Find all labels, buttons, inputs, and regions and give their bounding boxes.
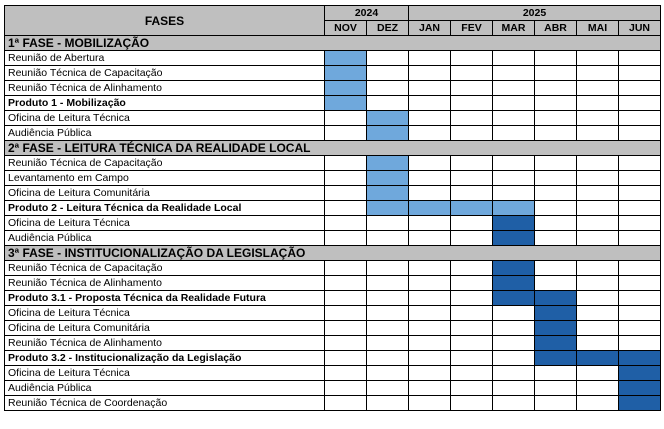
task-label: Reunião Técnica de Capacitação [5, 261, 325, 276]
empty-cell [577, 366, 619, 381]
empty-cell [325, 201, 367, 216]
empty-cell [577, 276, 619, 291]
empty-cell [535, 201, 577, 216]
month-header-mar: MAR [493, 21, 535, 36]
empty-cell [535, 186, 577, 201]
empty-cell [619, 81, 661, 96]
month-header-dez: DEZ [367, 21, 409, 36]
empty-cell [577, 261, 619, 276]
empty-cell [577, 201, 619, 216]
empty-cell [577, 216, 619, 231]
empty-cell [619, 321, 661, 336]
empty-cell [409, 111, 451, 126]
task-row [5, 306, 661, 321]
task-label: Oficina de Leitura Técnica [5, 306, 325, 321]
empty-cell [451, 261, 493, 276]
scheduled-cell-abr [535, 351, 577, 366]
task-label: Audiência Pública [5, 381, 325, 396]
empty-cell [325, 171, 367, 186]
empty-cell [325, 351, 367, 366]
empty-cell [367, 51, 409, 66]
empty-cell [619, 171, 661, 186]
month-header-abr: ABR [535, 21, 577, 36]
month-header-nov: NOV [325, 21, 367, 36]
empty-cell [367, 216, 409, 231]
empty-cell [493, 156, 535, 171]
empty-cell [493, 96, 535, 111]
empty-cell [409, 216, 451, 231]
empty-cell [535, 126, 577, 141]
empty-cell [535, 231, 577, 246]
empty-cell [619, 51, 661, 66]
empty-cell [451, 216, 493, 231]
task-row [5, 171, 661, 186]
empty-cell [577, 306, 619, 321]
empty-cell [409, 336, 451, 351]
phase-title: 3ª FASE - INSTITUCIONALIZAÇÃO DA LEGISLAÇÃO [5, 246, 661, 261]
empty-cell [493, 306, 535, 321]
empty-cell [577, 321, 619, 336]
empty-cell [325, 321, 367, 336]
empty-cell [367, 276, 409, 291]
task-row [5, 381, 661, 396]
empty-cell [367, 321, 409, 336]
task-row [5, 396, 661, 411]
empty-cell [451, 276, 493, 291]
empty-cell [409, 156, 451, 171]
empty-cell [619, 156, 661, 171]
task-label: Reunião de Abertura [5, 51, 325, 66]
task-row [5, 126, 661, 141]
scheduled-cell-jun [619, 351, 661, 366]
scheduled-cell-abr [535, 291, 577, 306]
scheduled-cell-nov [325, 51, 367, 66]
scheduled-cell-dez [367, 201, 409, 216]
empty-cell [325, 216, 367, 231]
empty-cell [577, 156, 619, 171]
scheduled-cell-jun [619, 366, 661, 381]
empty-cell [535, 156, 577, 171]
empty-cell [493, 111, 535, 126]
empty-cell [535, 396, 577, 411]
empty-cell [535, 66, 577, 81]
empty-cell [325, 186, 367, 201]
empty-cell [619, 291, 661, 306]
empty-cell [409, 291, 451, 306]
empty-cell [535, 381, 577, 396]
empty-cell [619, 216, 661, 231]
phase-row [5, 36, 661, 51]
empty-cell [493, 66, 535, 81]
empty-cell [493, 336, 535, 351]
empty-cell [451, 306, 493, 321]
empty-cell [577, 51, 619, 66]
scheduled-cell-dez [367, 111, 409, 126]
month-header-mai: MAI [577, 21, 619, 36]
scheduled-cell-nov [325, 81, 367, 96]
empty-cell [325, 291, 367, 306]
empty-cell [535, 261, 577, 276]
empty-cell [451, 366, 493, 381]
task-row [5, 66, 661, 81]
empty-cell [367, 336, 409, 351]
scheduled-cell-dez [367, 186, 409, 201]
task-row [5, 336, 661, 351]
empty-cell [367, 381, 409, 396]
empty-cell [325, 276, 367, 291]
empty-cell [325, 381, 367, 396]
phase-row [5, 141, 661, 156]
empty-cell [451, 96, 493, 111]
task-row [5, 216, 661, 231]
task-row [5, 261, 661, 276]
empty-cell [493, 51, 535, 66]
empty-cell [535, 171, 577, 186]
empty-cell [493, 171, 535, 186]
empty-cell [367, 366, 409, 381]
scheduled-cell-dez [367, 171, 409, 186]
task-label: Oficina de Leitura Técnica [5, 216, 325, 231]
empty-cell [577, 336, 619, 351]
scheduled-cell-jun [619, 381, 661, 396]
empty-cell [619, 276, 661, 291]
empty-cell [577, 186, 619, 201]
empty-cell [577, 171, 619, 186]
scheduled-cell-jan [409, 201, 451, 216]
empty-cell [619, 66, 661, 81]
year-header-row [5, 6, 661, 21]
empty-cell [409, 126, 451, 141]
empty-cell [325, 156, 367, 171]
empty-cell [619, 231, 661, 246]
empty-cell [325, 231, 367, 246]
empty-cell [409, 366, 451, 381]
product-row [5, 201, 661, 216]
scheduled-cell-mar [493, 231, 535, 246]
task-row [5, 186, 661, 201]
empty-cell [451, 126, 493, 141]
task-label: Reunião Técnica de Alinhamento [5, 336, 325, 351]
empty-cell [409, 381, 451, 396]
empty-cell [451, 111, 493, 126]
empty-cell [577, 96, 619, 111]
task-row [5, 276, 661, 291]
empty-cell [451, 171, 493, 186]
empty-cell [535, 51, 577, 66]
month-header-jan: JAN [409, 21, 451, 36]
empty-cell [535, 276, 577, 291]
empty-cell [409, 306, 451, 321]
empty-cell [451, 231, 493, 246]
task-label: Reunião Técnica de Coordenação [5, 396, 325, 411]
empty-cell [409, 66, 451, 81]
year-header-2025: 2025 [409, 6, 661, 21]
scheduled-cell-dez [367, 156, 409, 171]
empty-cell [451, 51, 493, 66]
empty-cell [535, 111, 577, 126]
empty-cell [493, 381, 535, 396]
empty-cell [367, 291, 409, 306]
product-row [5, 351, 661, 366]
empty-cell [409, 171, 451, 186]
empty-cell [451, 321, 493, 336]
scheduled-cell-fev [451, 201, 493, 216]
scheduled-cell-mai [577, 351, 619, 366]
empty-cell [325, 261, 367, 276]
empty-cell [325, 366, 367, 381]
empty-cell [577, 81, 619, 96]
scheduled-cell-nov [325, 66, 367, 81]
product-row [5, 96, 661, 111]
empty-cell [619, 306, 661, 321]
task-row [5, 366, 661, 381]
empty-cell [367, 396, 409, 411]
empty-cell [493, 126, 535, 141]
empty-cell [577, 66, 619, 81]
empty-cell [451, 396, 493, 411]
empty-cell [451, 66, 493, 81]
scheduled-cell-dez [367, 126, 409, 141]
empty-cell [493, 186, 535, 201]
empty-cell [577, 291, 619, 306]
scheduled-cell-abr [535, 321, 577, 336]
empty-cell [367, 81, 409, 96]
product-label: Produto 1 - Mobilização [5, 96, 325, 111]
product-label: Produto 3.2 - Institucionalização da Legislação [5, 351, 325, 366]
empty-cell [535, 96, 577, 111]
empty-cell [451, 351, 493, 366]
empty-cell [619, 96, 661, 111]
empty-cell [409, 51, 451, 66]
empty-cell [619, 201, 661, 216]
empty-cell [409, 261, 451, 276]
scheduled-cell-jun [619, 396, 661, 411]
phase-title: 1ª FASE - MOBILIZAÇÃO [5, 36, 661, 51]
empty-cell [451, 381, 493, 396]
empty-cell [619, 111, 661, 126]
task-label: Oficina de Leitura Comunitária [5, 321, 325, 336]
empty-cell [493, 366, 535, 381]
empty-cell [619, 126, 661, 141]
task-label: Reunião Técnica de Capacitação [5, 156, 325, 171]
empty-cell [535, 216, 577, 231]
phase-row [5, 246, 661, 261]
empty-cell [367, 306, 409, 321]
task-label: Reunião Técnica de Alinhamento [5, 81, 325, 96]
empty-cell [409, 321, 451, 336]
month-header-fev: FEV [451, 21, 493, 36]
empty-cell [325, 126, 367, 141]
task-label: Oficina de Leitura Técnica [5, 111, 325, 126]
product-row [5, 291, 661, 306]
scheduled-cell-abr [535, 306, 577, 321]
empty-cell [577, 126, 619, 141]
empty-cell [577, 231, 619, 246]
empty-cell [409, 396, 451, 411]
task-label: Levantamento em Campo [5, 171, 325, 186]
empty-cell [535, 81, 577, 96]
task-label: Reunião Técnica de Alinhamento [5, 276, 325, 291]
scheduled-cell-nov [325, 96, 367, 111]
empty-cell [409, 276, 451, 291]
empty-cell [577, 396, 619, 411]
empty-cell [493, 351, 535, 366]
empty-cell [451, 291, 493, 306]
scheduled-cell-mar [493, 291, 535, 306]
empty-cell [367, 96, 409, 111]
phases-header: FASES [5, 6, 325, 36]
empty-cell [619, 186, 661, 201]
task-row [5, 51, 661, 66]
empty-cell [535, 366, 577, 381]
empty-cell [451, 336, 493, 351]
scheduled-cell-mar [493, 216, 535, 231]
empty-cell [325, 336, 367, 351]
empty-cell [325, 111, 367, 126]
task-label: Audiência Pública [5, 126, 325, 141]
task-row [5, 231, 661, 246]
scheduled-cell-abr [535, 336, 577, 351]
month-header-jun: JUN [619, 21, 661, 36]
year-header-2024: 2024 [325, 6, 409, 21]
scheduled-cell-mar [493, 276, 535, 291]
task-label: Oficina de Leitura Técnica [5, 366, 325, 381]
product-label: Produto 2 - Leitura Técnica da Realidade Local [5, 201, 325, 216]
schedule-body [5, 36, 661, 411]
empty-cell [409, 96, 451, 111]
empty-cell [493, 396, 535, 411]
phase-title: 2ª FASE - LEITURA TÉCNICA DA REALIDADE LOCAL [5, 141, 661, 156]
empty-cell [409, 351, 451, 366]
task-row [5, 111, 661, 126]
empty-cell [367, 351, 409, 366]
empty-cell [367, 66, 409, 81]
task-row [5, 81, 661, 96]
task-label: Reunião Técnica de Capacitação [5, 66, 325, 81]
empty-cell [619, 336, 661, 351]
empty-cell [409, 186, 451, 201]
task-label: Audiência Pública [5, 231, 325, 246]
empty-cell [409, 81, 451, 96]
scheduled-cell-mar [493, 261, 535, 276]
task-label: Oficina de Leitura Comunitária [5, 186, 325, 201]
empty-cell [619, 261, 661, 276]
empty-cell [367, 261, 409, 276]
task-row [5, 156, 661, 171]
empty-cell [493, 81, 535, 96]
empty-cell [577, 111, 619, 126]
empty-cell [325, 306, 367, 321]
empty-cell [367, 231, 409, 246]
empty-cell [451, 156, 493, 171]
empty-cell [577, 381, 619, 396]
empty-cell [325, 396, 367, 411]
empty-cell [493, 321, 535, 336]
empty-cell [451, 81, 493, 96]
empty-cell [409, 231, 451, 246]
empty-cell [451, 186, 493, 201]
task-row [5, 321, 661, 336]
scheduled-cell-mar [493, 201, 535, 216]
product-label: Produto 3.1 - Proposta Técnica da Realidade Futura [5, 291, 325, 306]
schedule-table [4, 5, 661, 411]
